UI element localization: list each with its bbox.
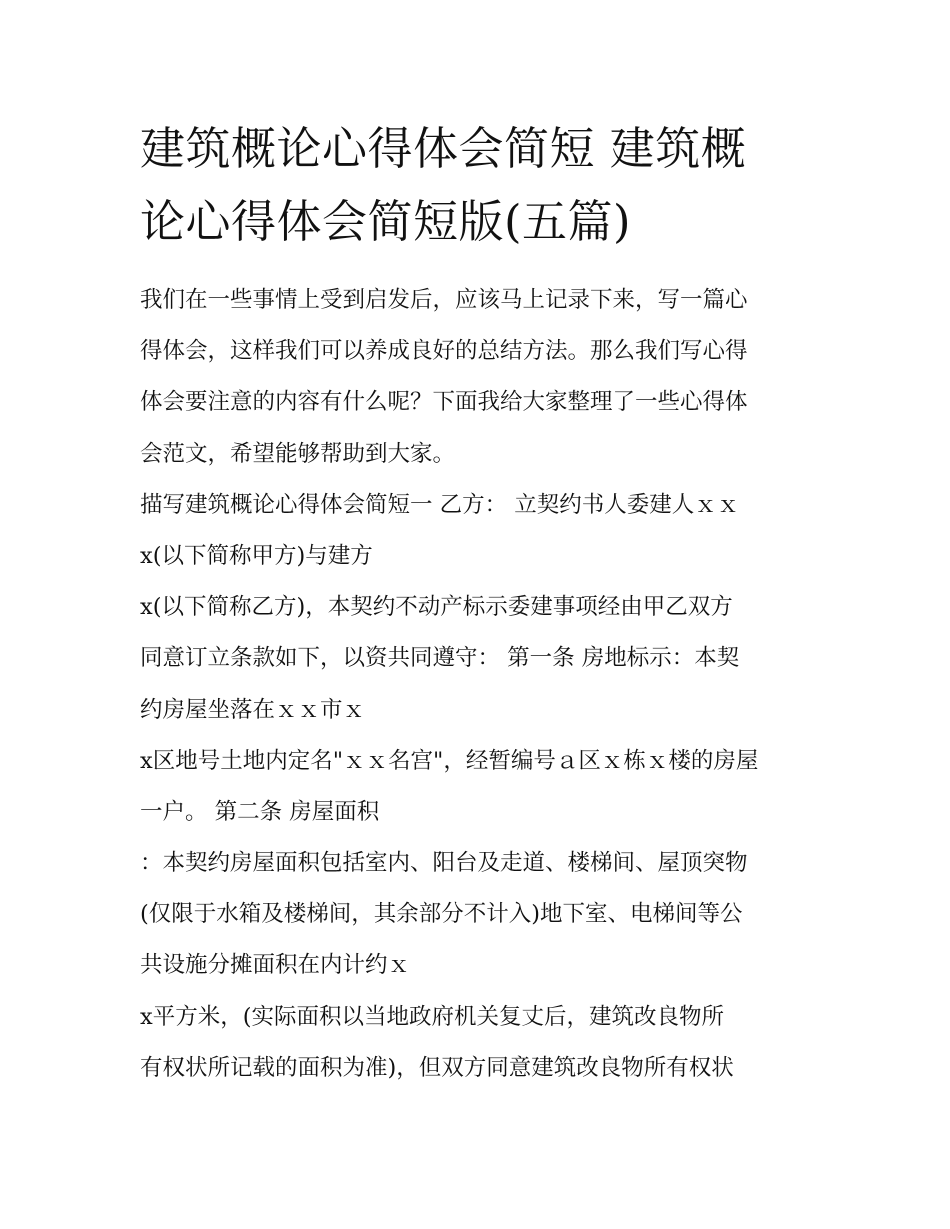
body-line: 描写建筑概论心得体会简短一 乙方： 立契约书人委建人ｘｘ [140,491,740,518]
body-line: 我们在一些事情上受到启发后，应该马上记录下来，写一篇心 [140,287,748,313]
body-line: 得体会，这样我们可以养成良好的总结方法。那么我们写心得 [140,338,748,365]
body-line: (仅限于水箱及楼梯间，其余部分不计入)地下室、电梯间等公 [140,901,743,928]
body-line: x平方米，(实际面积以当地政府机关复丈后，建筑改良物所 [140,1003,724,1030]
body-line: 有权状所记载的面积为准)，但双方同意建筑改良物所有权状 [140,1054,734,1081]
body-line: ：本契约房屋面积包括室内、阳台及走道、楼梯间、屋顶突物 [140,850,748,877]
body-line: 体会要注意的内容有什么呢？下面我给大家整理了一些心得体 [140,389,748,416]
document-body [140,275,830,1094]
title-line: 建筑概论心得体会简短 建筑概 [140,122,747,175]
body-line: x区地号土地内定名"ｘｘ名宫"，经暂编号ａ区ｘ栋ｘ楼的房屋 [140,747,759,774]
body-line: 约房屋坐落在ｘｘ市ｘ [140,696,366,723]
body-line: 同意订立条款如下，以资共同遵守： 第一条 房地标示：本契 [140,645,740,672]
body-line: 共设施分摊面积在内计约ｘ [140,952,411,979]
body-line: 会范文，希望能够帮助到大家。 [140,440,456,467]
body-line: 一户。 第二条 房屋面积 [140,798,380,825]
body-line: x(以下简称甲方)与建方 [140,542,373,569]
title-line: 论心得体会简短版(五篇) [140,195,632,248]
document-title [140,112,820,258]
body-line: x(以下简称乙方)，本契约不动产标示委建事项经由甲乙双方 [140,594,733,621]
